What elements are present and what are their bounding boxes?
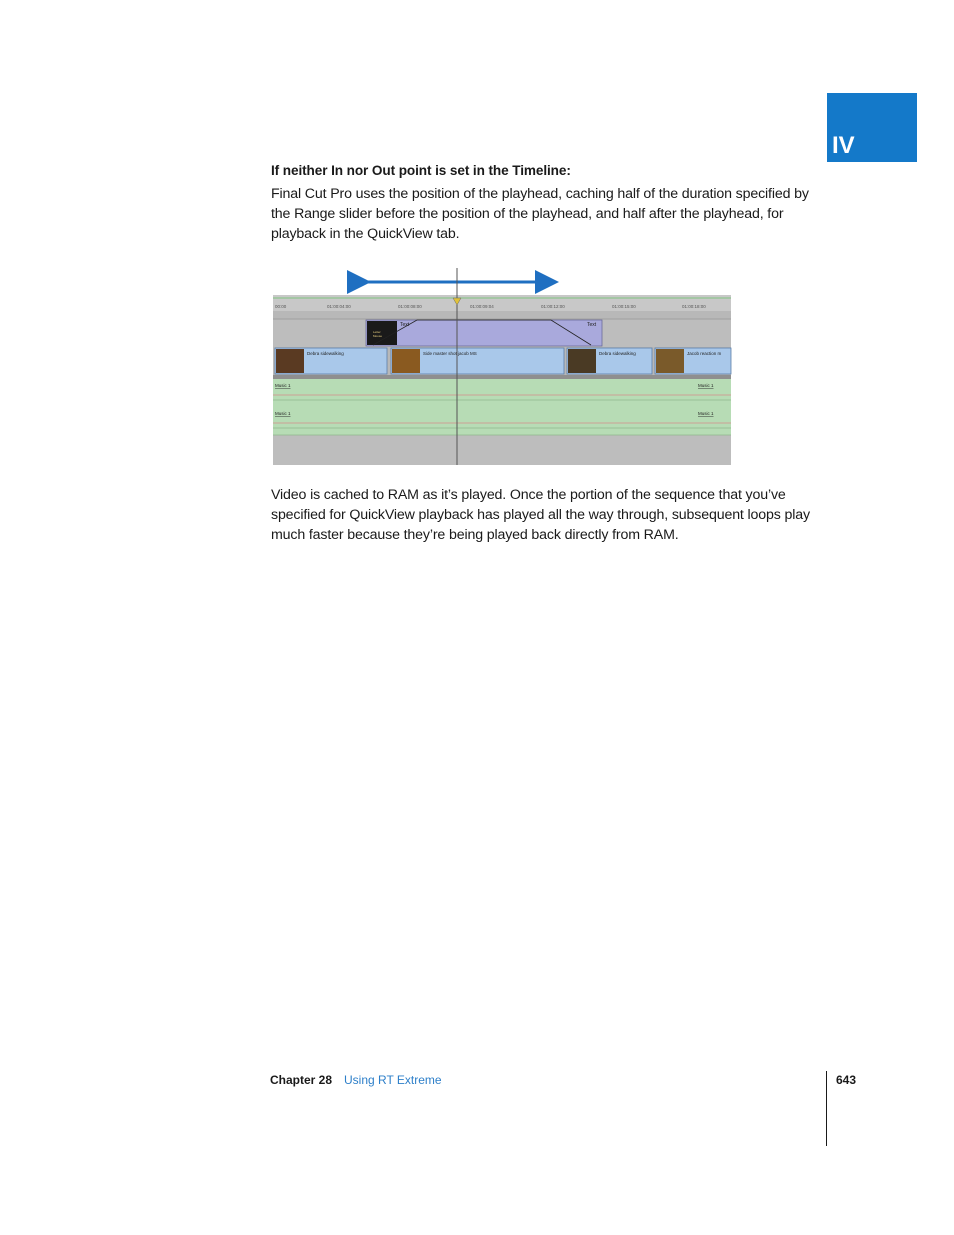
video-clip-label: Side master shot jacob MS: [423, 351, 477, 356]
footer-divider: [826, 1071, 827, 1146]
audio-clip-label: Music 1: [275, 411, 291, 416]
ruler-tick: 01:00:12:00: [541, 304, 565, 309]
ruler-tick: 01:00:08:00: [398, 304, 422, 309]
audio-clip-label: Music 1: [698, 383, 714, 388]
ruler-tick: 01:00:18:00: [682, 304, 706, 309]
svg-text:Moose: Moose: [373, 334, 383, 338]
ruler-tick: 01:00:04:00: [327, 304, 351, 309]
audio-clip-label: Music 1: [698, 411, 714, 416]
timeline-figure: [265, 265, 740, 470]
section-tab: [827, 93, 917, 162]
svg-text:Letter: Letter: [373, 330, 381, 334]
section-tab-label: IV: [832, 132, 855, 159]
video-clip-label: Debra sidewalking: [307, 351, 344, 356]
text-clip-label: Text: [587, 322, 597, 328]
video-clip-label: Jacob reaction m: [687, 351, 722, 356]
audio-clip-label: Music 1: [275, 383, 291, 388]
paragraph-caching: Video is cached to RAM as it’s played. Once the portion of the sequence that you’ve specified for QuickView playback has played all the way through, subsequent loops play much faster because they’re being played back directly from RAM.: [271, 487, 810, 543]
ruler-tick: 01:00:09:04: [470, 304, 494, 309]
footer-chapter-title: Using RT Extreme: [344, 1073, 442, 1087]
text-clip-label: Text: [400, 322, 410, 328]
footer-chapter: Chapter 28: [270, 1073, 333, 1087]
text-clip-thumbnail: [367, 321, 397, 345]
video-clip-label: Debra sidewalking: [599, 351, 636, 356]
audio-track: [273, 379, 731, 435]
ruler-tick: 01:00:15:00: [612, 304, 636, 309]
page-number: 643: [836, 1073, 857, 1087]
ruler-tick: 00:00: [275, 304, 287, 309]
section-heading: If neither In nor Out point is set in the Timeline:: [271, 163, 571, 178]
paragraph-playhead: Final Cut Pro uses the position of the playhead, caching half of the duration specified by the Range slider before the position of the playhead, and half after the playhead, for playback in the QuickView tab.: [271, 186, 809, 242]
